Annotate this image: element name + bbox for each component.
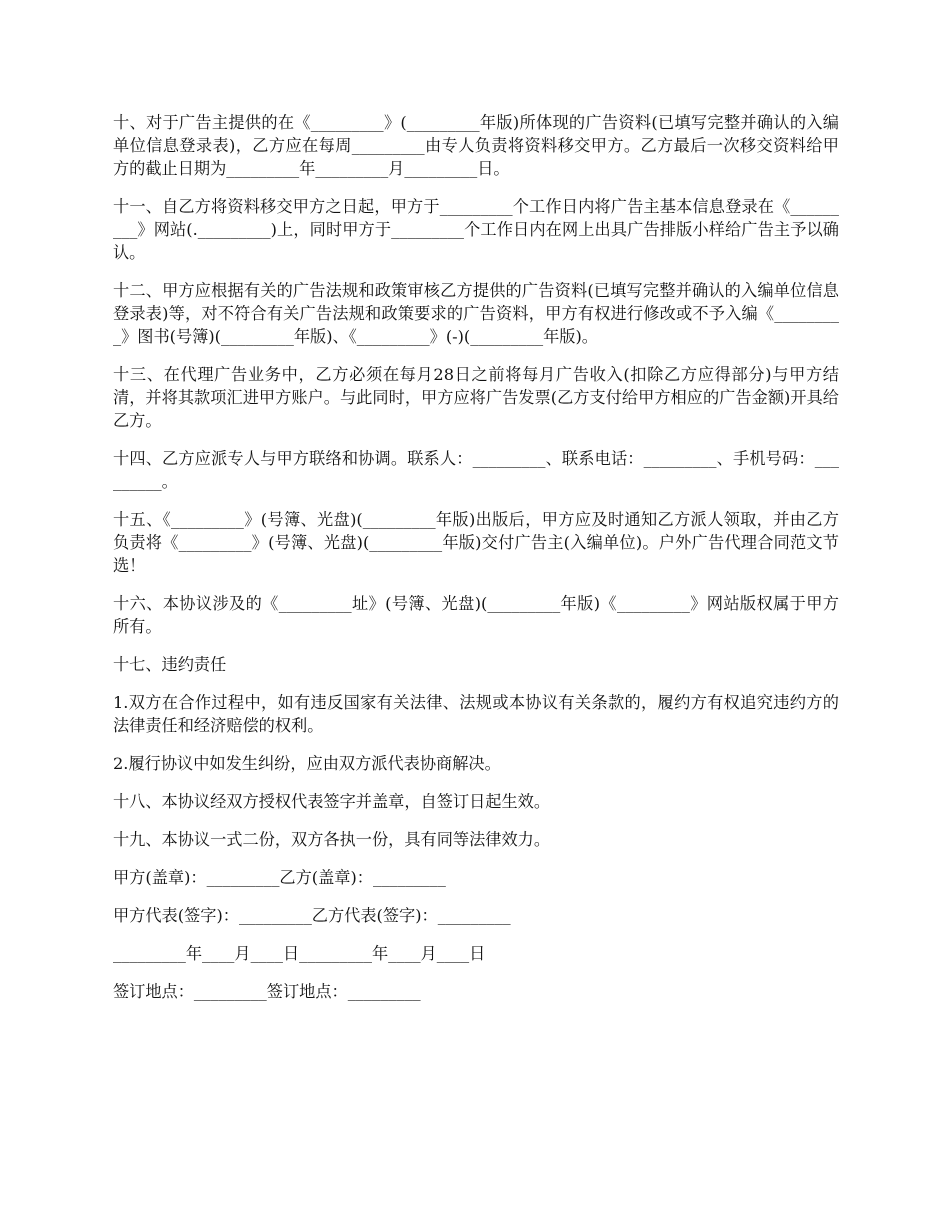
clause-17-item-2: 2.履行协议中如发生纠纷，应由双方派代表协商解决。	[113, 754, 501, 773]
clause-15: 十五、《_________》(号簿、光盘)(_________年版)出版后，甲方应及时通知乙方派人领取，并由乙方负责将《_________》(号簿、光盘)(_________年版)交付广告主(入编单位)。户外广告代理合同范文节选！	[113, 510, 839, 575]
clause-10: 十、对于广告主提供的在《_________》(_________年版)所体现的广告资料(已填写完整并确认的入编单位信息登录表)，乙方应在每周_________由专人负责将资料移交甲方。乙方最后一次移交资料给甲方的截止日期为_________年_________月_________日。	[113, 113, 839, 178]
clause-13: 十三、在代理广告业务中，乙方必须在每月28日之前将每月广告收入(扣除乙方应得部分)与甲方结清，并将其款项汇进甲方账户。与此同时，甲方应将广告发票(乙方支付给甲方相应的广告金额)开具给乙方。	[113, 365, 839, 430]
clause-19: 十九、本协议一式二份，双方各执一份，具有同等法律效力。	[113, 830, 551, 849]
clause-16: 十六、本协议涉及的《_________址》(号簿、光盘)(_________年版)《_________》网站版权属于甲方所有。	[113, 594, 839, 636]
signing-location-line: 签订地点：_________签订地点：_________	[113, 982, 421, 1001]
clause-14: 十四、乙方应派专人与甲方联络和协调。联系人：_________、联系电话：_________、手机号码：_________。	[113, 449, 839, 491]
clause-11: 十一、自乙方将资料移交甲方之日起，甲方于_________个工作日内将广告主基本信息登录在《_________》网站(._________)上，同时甲方于_________个工作日内在网上出具广告排版小样给广告主予以确认。	[113, 197, 839, 262]
clause-12: 十二、甲方应根据有关的广告法规和政策审核乙方提供的广告资料(已填写完整并确认的入编单位信息登录表)等，对不符合有关广告法规和政策要求的广告资料，甲方有权进行修改或不予入编《_________》图书(号簿)(_________年版)、《_________》(-)(_________年版)。	[113, 281, 839, 346]
seal-line: 甲方(盖章)：_________乙方(盖章)：_________	[113, 868, 446, 887]
document-page	[113, 111, 839, 1018]
clause-18: 十八、本协议经双方授权代表签字并盖章，自签订日起生效。	[113, 792, 551, 811]
clause-17-item-1: 1.双方在合作过程中，如有违反国家有关法律、法规或本协议有关条款的，履约方有权追究违约方的法律责任和经济赔偿的权利。	[113, 693, 839, 735]
date-line: _________年____月____日_________年____月____日	[113, 944, 486, 963]
clause-17-heading: 十七、违约责任	[113, 655, 227, 674]
representative-signature-line: 甲方代表(签字)：_________乙方代表(签字)：_________	[113, 906, 511, 925]
